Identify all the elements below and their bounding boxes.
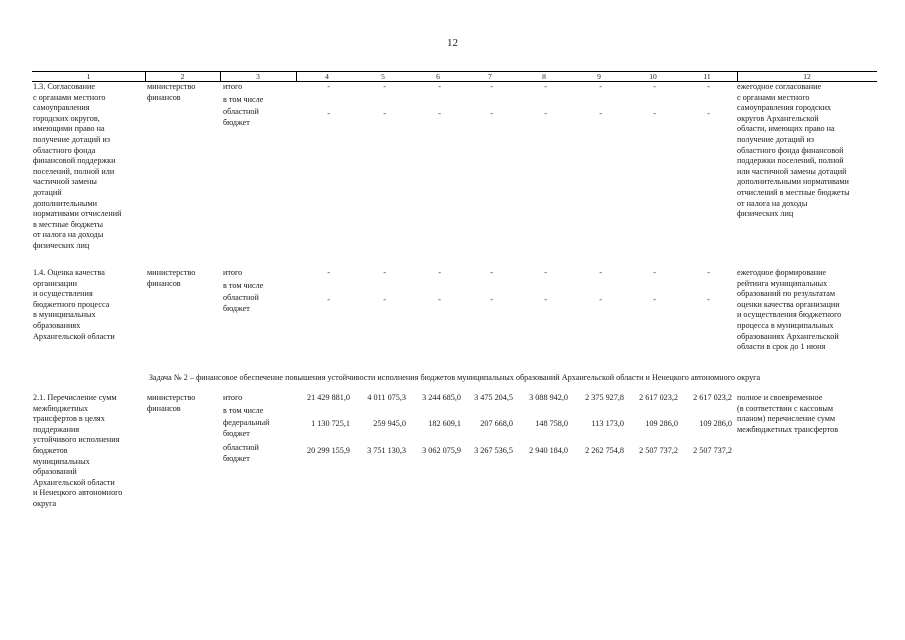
header-col-5: 5	[381, 72, 385, 81]
row-2-1-sources: итого в том числе федеральный бюджет областной бюджет	[223, 393, 270, 463]
row-2-1-result: полное и своевременное (в соответствии с кассовым планом) перечисление сумм межбюджетных трансфертов	[737, 393, 839, 434]
header-col-8: 8	[542, 72, 546, 81]
header-col-3: 3	[256, 72, 260, 81]
header-col-7: 7	[488, 72, 492, 81]
row-1-3-description: 1.3. Согласование с органами местного самоуправления городских округов, имеющими право на получение дотаций из областного фонда финансовой поддержки поселений, полной или частичной замены дотаций дополнительными нормативами отчислений в местные бюджеты от налога на доходы физических лиц	[33, 82, 122, 250]
row-1-4-description: 1.4. Оценка качества организации и осуществления бюджетного процесса в муниципальных образованиях Архангельской области	[33, 268, 115, 341]
page-number: 12	[447, 37, 458, 49]
table-header	[32, 71, 877, 82]
header-col-1: 1	[86, 72, 91, 81]
row-1-3-executor: министерство финансов	[147, 82, 196, 102]
row-2-1-description: 2.1. Перечисление сумм межбюджетных трансфертов в целях поддержания устойчивого исполнения бюджетов муниципальных образований Архангельской области и Ненецкого автономного округа	[33, 393, 123, 508]
row-2-1-executor: министерство финансов	[147, 393, 196, 413]
row-1-4-executor: министерство финансов	[147, 268, 196, 288]
row-1-4-result: ежегодное формирование рейтинга муниципальных образований по результатам оценки качества организации и осуществления бюджетного процесса в муниципальных образованиях Архангельской области в срок до 1 июня	[737, 268, 842, 352]
header-col-6: 6	[436, 72, 440, 81]
header-col-12: 12	[803, 72, 811, 81]
header-col-2: 2	[180, 72, 185, 81]
row-1-3-result: ежегодное согласование с органами местного самоуправления городских округов Архангельской области, имеющих право на получение дотаций из областного фонда финансовой поддержки поселений, полной или частичной замены дотаций дополнительными нормативами отчислений в местные бюджеты от налога на доходы физических лиц	[737, 82, 850, 219]
header-col-9: 9	[597, 72, 601, 81]
header-col-4: 4	[325, 72, 329, 81]
header-col-10: 10	[649, 72, 657, 81]
row-1-4-sources: итого в том числе областной бюджет	[223, 268, 264, 313]
header-col-11: 11	[703, 72, 711, 81]
task-2-heading: Задача № 2 – финансовое обеспечение повышения устойчивости исполнения бюджетов муниципальных образований Архангельской области и Ненецкого автономного округа	[148, 373, 761, 382]
row-1-3-sources: итого в том числе областной бюджет	[223, 82, 264, 127]
